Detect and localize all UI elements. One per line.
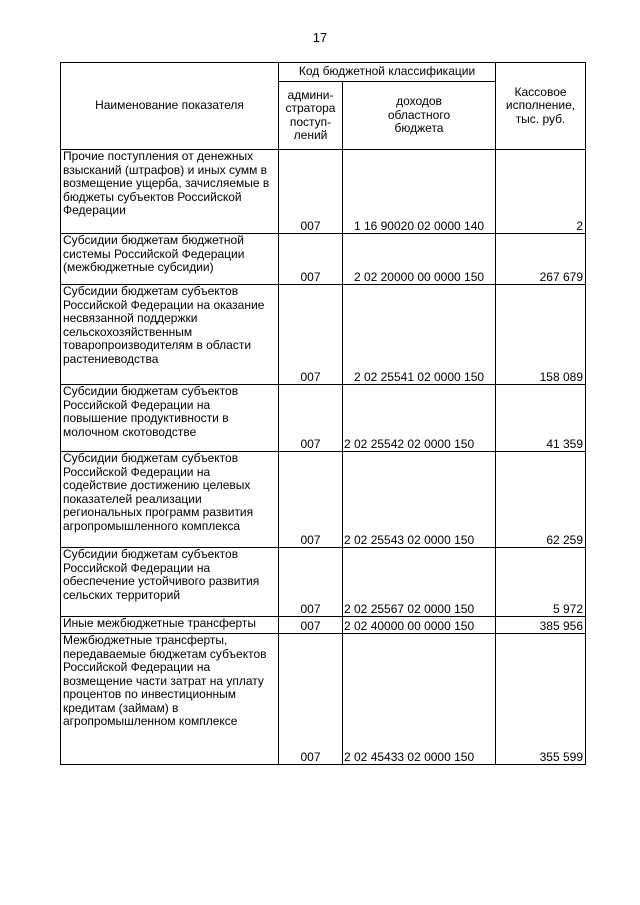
row-revenue-code: 2 02 25567 02 0000 150: [343, 548, 496, 617]
row-amount: 41 359: [496, 385, 586, 452]
row-amount: 2: [496, 150, 586, 234]
row-indicator-name: Субсидии бюджетам субъектов Российской Федерации на оказание несвязанной поддержки сельскохозяйственным товаропроизводителям в области растениеводства: [61, 285, 279, 385]
row-administrator-code: 007: [279, 452, 343, 548]
row-revenue-code: 2 02 25542 02 0000 150: [343, 385, 496, 452]
header-regional-revenue: [343, 82, 496, 150]
row-amount: 158 089: [496, 285, 586, 385]
row-revenue-code: 2 02 25541 02 0000 150: [343, 285, 496, 385]
row-administrator-code: 007: [279, 634, 343, 765]
row-amount: 62 259: [496, 452, 586, 548]
row-revenue-code: 1 16 90020 02 0000 140: [343, 150, 496, 234]
row-amount: 5 972: [496, 548, 586, 617]
table-row: [61, 234, 586, 285]
row-amount: 267 679: [496, 234, 586, 285]
table-row: [61, 617, 586, 634]
table-row: [61, 634, 586, 765]
header-administrator-text: админи- стратора поступ- лений: [285, 87, 336, 143]
row-administrator-code: 007: [279, 150, 343, 234]
row-indicator-name: Субсидии бюджетам субъектов Российской Федерации на обеспечение устойчивого развития сельских территорий: [61, 548, 279, 617]
row-indicator-name: Иные межбюджетные трансферты: [61, 617, 279, 634]
row-administrator-code: 007: [279, 548, 343, 617]
budget-revenue-table: [60, 62, 586, 765]
table-row: [61, 452, 586, 548]
header-indicator-name: Наименование показателя: [61, 63, 279, 150]
header-cash-execution-text: Кассовое исполнение, тыс. руб.: [505, 84, 576, 126]
header-administrator: [279, 82, 343, 150]
row-indicator-name: Субсидии бюджетам субъектов Российской Федерации на повышение продуктивности в молочном скотоводстве: [61, 385, 279, 452]
row-administrator-code: 007: [279, 285, 343, 385]
row-revenue-code: 2 02 40000 00 0000 150: [343, 617, 496, 634]
row-indicator-name: Субсидии бюджетам бюджетной системы Российской Федерации (межбюджетные субсидии): [61, 234, 279, 285]
table-row: [61, 285, 586, 385]
row-amount: 385 956: [496, 617, 586, 634]
row-revenue-code: 2 02 25543 02 0000 150: [343, 452, 496, 548]
row-administrator-code: 007: [279, 234, 343, 285]
row-administrator-code: 007: [279, 617, 343, 634]
row-revenue-code: 2 02 45433 02 0000 150: [343, 634, 496, 765]
table-row: [61, 150, 586, 234]
header-cash-execution: [496, 63, 586, 150]
header-regional-revenue-text: доходов областного бюджета: [387, 94, 451, 136]
header-budget-classification-code: Код бюджетной классификации: [279, 63, 496, 82]
row-indicator-name: Прочие поступления от денежных взысканий (штрафов) и иных сумм в возмещение ущерба, зачисляемые в бюджеты субъектов Российской Федерации: [61, 150, 279, 234]
row-indicator-name: Субсидии бюджетам субъектов Российской Федерации на содействие достижению целевых показателей реализации региональных программ развития агропромышленного комплекса: [61, 452, 279, 548]
row-revenue-code: 2 02 20000 00 0000 150: [343, 234, 496, 285]
row-amount: 355 599: [496, 634, 586, 765]
page-number: 17: [312, 30, 328, 45]
row-administrator-code: 007: [279, 385, 343, 452]
row-indicator-name: Межбюджетные трансферты, передаваемые бюджетам субъектов Российской Федерации на возмещение части затрат на уплату процентов по инвестиционным кредитам (займам) в агропромышленном комплексе: [61, 634, 279, 765]
table-row: [61, 548, 586, 617]
table-row: [61, 385, 586, 452]
